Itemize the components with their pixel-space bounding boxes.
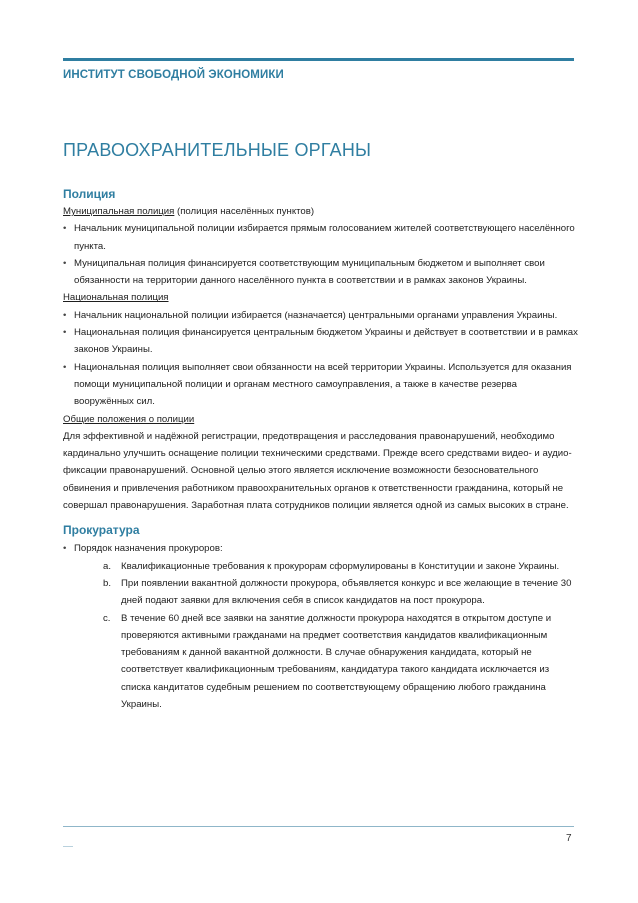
municipal-police-line xyxy=(63,203,578,220)
footer-mark xyxy=(63,846,73,847)
police-heading: Полиция xyxy=(63,187,116,201)
general-provisions-label: Общие положения о полиции xyxy=(63,413,195,425)
ordered-item xyxy=(63,558,578,575)
prosecution-heading: Прокуратура xyxy=(63,523,140,538)
general-provisions-text: Для эффективной и надёжной регистрации, предотвращения и расследования правонарушений, необходимо кардинально улучшить оснащение полиции техническими средствами. Прежде всего средствами видео- и аудио-фиксации правонарушений. Основной целью этого является исключение возможности безосновательного обвинения и привлечения работником правоохранительных органов к ответственности гражданина, который не совершал правонарушения. Заработная плата сотрудников полиции является одной из самых высоких в стране. xyxy=(63,430,572,512)
municipal-police-note: (полиция населённых пунктов) xyxy=(174,206,315,217)
list-item: • Начальник национальной полиции избирается (назначается) центральными органами управления Украины. xyxy=(63,307,578,324)
ordered-item xyxy=(63,575,578,610)
ordered-item xyxy=(63,610,578,714)
page-title: ПРАВООХРАНИТЕЛЬНЫЕ ОРГАНЫ xyxy=(63,140,372,160)
page-number: 7 xyxy=(566,833,572,844)
header-rule xyxy=(63,58,574,61)
item-text: При появлении вакантной должности прокурора, объявляется конкурс и все желающие в течение 30 дней подают заявки для включения себя в список кандидатов на пост прокурора. xyxy=(121,577,572,607)
item-marker: a. xyxy=(103,560,112,572)
list-item: • Начальник муниципальной полиции избирается прямым голосованием жителей соответствующего населённого пункта. xyxy=(63,220,578,255)
item-marker: c. xyxy=(103,612,111,624)
organization-name: ИНСТИТУТ СВОБОДНОЙ ЭКОНОМИКИ xyxy=(63,69,284,81)
item-text: Квалификационные требования к прокурорам сформулированы в Конституции и законе Украины. xyxy=(121,560,560,572)
list-item: • Порядок назначения прокуроров: xyxy=(63,540,578,557)
item-text: В течение 60 дней все заявки на занятие должности прокурора находятся в открытом доступе и проверяются активными гражданами на предмет соответствия кандидатов квалификационным требованиям к данной вакантной должности. В случае обнаружения кандидата, который не соответствует квалификационным требованиям, кандидатура такого кандидата исключается из списка кандитатов судебным решением по соответствующему обращению любого гражданина Украины. xyxy=(121,612,552,711)
item-marker: b. xyxy=(103,577,112,589)
municipal-police-label: Муниципальная полиция xyxy=(63,206,175,217)
national-police-label: Национальная полиция xyxy=(63,292,169,304)
list-item: • Национальная полиция выполняет свои обязанности на всей территории Украины. Используется для оказания помощи муниципальной полиции и органам местного самоуправления, а также в качестве резерва вооружённых сил. xyxy=(63,359,578,411)
document-body xyxy=(63,186,578,713)
list-item: • Муниципальная полиция финансируется соответствующим муниципальным бюджетом и выполняет свои обязанности на территории данного населённого пункта в соответствии и в рамках законов Украины. xyxy=(63,255,578,290)
footer-rule xyxy=(63,826,574,827)
list-item: • Национальная полиция финансируется центральным бюджетом Украины и действует в соответствии и в рамках законов Украины. xyxy=(63,324,578,359)
